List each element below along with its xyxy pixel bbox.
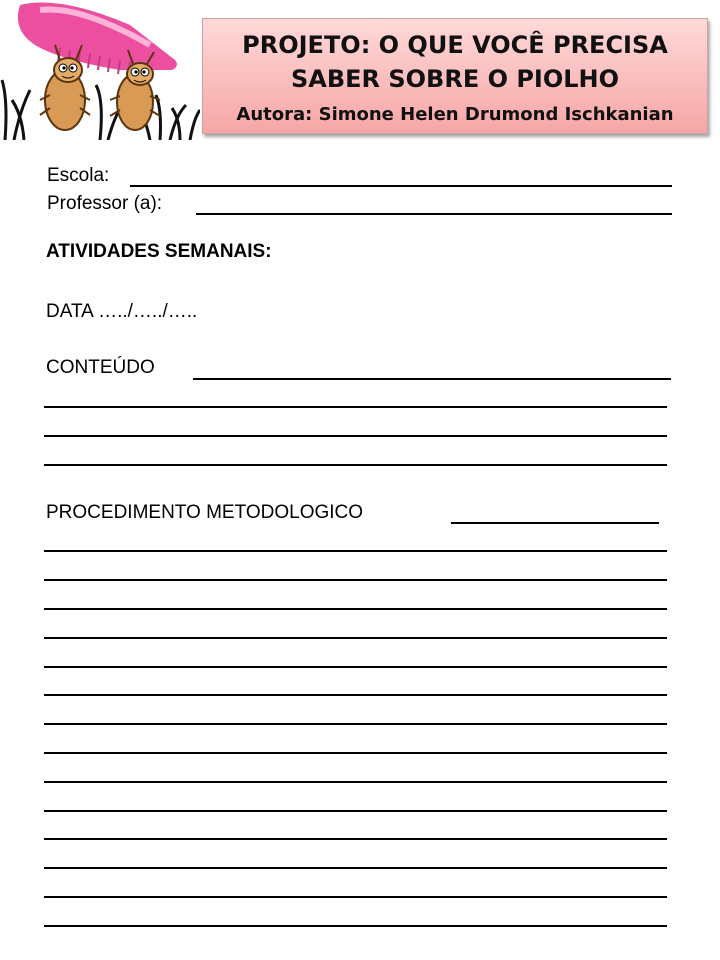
- procedure-writing-line[interactable]: [44, 666, 667, 668]
- weekly-activities-heading: ATIVIDADES SEMANAIS:: [46, 241, 272, 262]
- project-title-line-1: PROJETO: O QUE VOCÊ PRECISA: [242, 31, 668, 59]
- procedure-writing-line[interactable]: [44, 608, 667, 610]
- content-field-line[interactable]: [193, 378, 671, 380]
- comb-icon: [18, 3, 177, 78]
- school-field-line[interactable]: [130, 185, 672, 187]
- procedure-field-line[interactable]: [451, 522, 659, 524]
- content-writing-line[interactable]: [44, 464, 667, 466]
- author-line: Autora: Simone Helen Drumond Ischkanian: [236, 104, 674, 125]
- project-title-line-2: SABER SOBRE O PIOLHO: [290, 65, 620, 93]
- procedure-writing-line[interactable]: [44, 694, 667, 696]
- content-label: CONTEÚDO: [46, 357, 155, 378]
- content-writing-line[interactable]: [44, 435, 667, 437]
- procedure-writing-line[interactable]: [44, 925, 667, 927]
- grass-icon: [2, 80, 200, 140]
- teacher-label: Professor (a):: [47, 193, 163, 214]
- procedure-writing-line[interactable]: [44, 810, 667, 812]
- procedure-writing-line[interactable]: [44, 723, 667, 725]
- procedure-writing-line[interactable]: [44, 637, 667, 639]
- procedure-label: PROCEDIMENTO METODOLOGICO: [46, 502, 364, 523]
- procedure-writing-line[interactable]: [44, 838, 667, 840]
- title-banner: [202, 18, 708, 134]
- date-field[interactable]: DATA …../…../…..: [46, 301, 198, 322]
- procedure-writing-line[interactable]: [44, 550, 667, 552]
- procedure-writing-line[interactable]: [44, 752, 667, 754]
- procedure-writing-line[interactable]: [44, 896, 667, 898]
- procedure-writing-line[interactable]: [44, 867, 667, 869]
- school-label: Escola:: [47, 165, 110, 186]
- procedure-writing-line[interactable]: [44, 781, 667, 783]
- procedure-writing-line[interactable]: [44, 579, 667, 581]
- content-writing-line[interactable]: [44, 406, 667, 408]
- lice-illustration: [0, 0, 200, 140]
- teacher-field-line[interactable]: [196, 213, 672, 215]
